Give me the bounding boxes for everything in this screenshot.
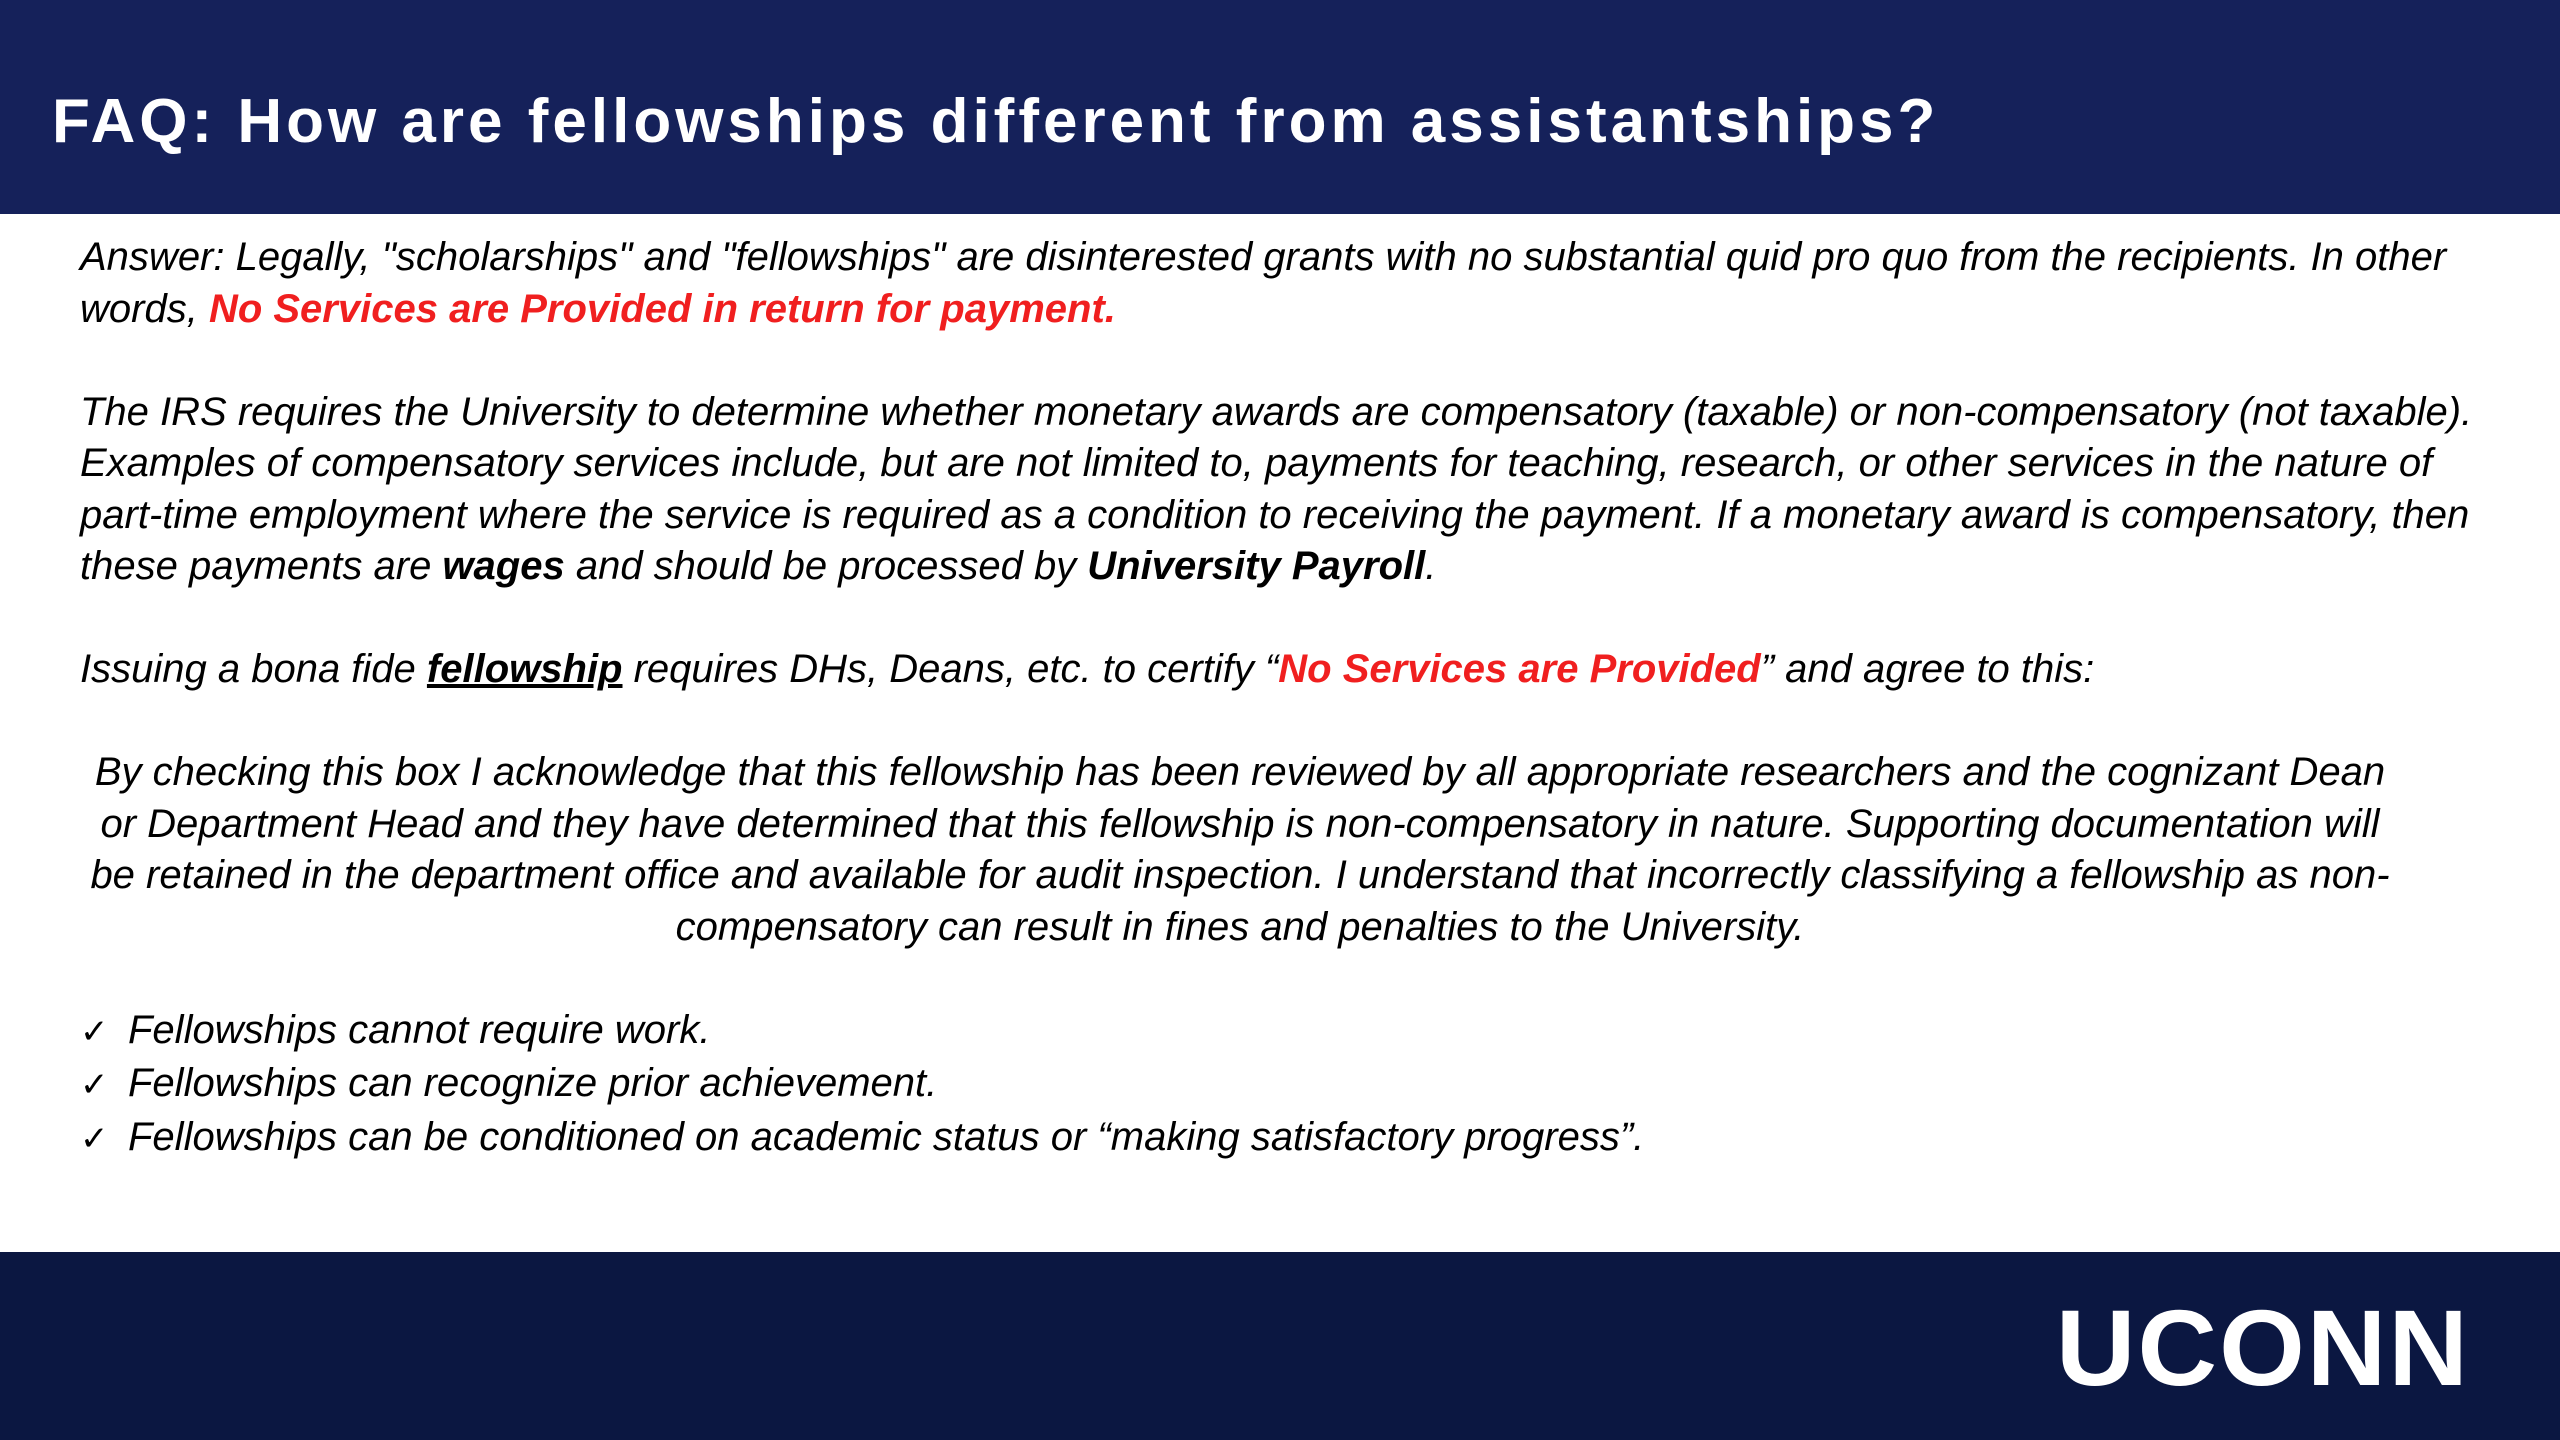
checklist-item-text: Fellowships can be conditioned on academic status or “making satisfactory progress”. (128, 1114, 1645, 1159)
irs-text: The IRS requires the University to determine whether monetary awards are compensatory (taxable) or non-compensatory (not taxable). Examples of compensatory services include, but are not limited to, payments for teaching, research, or other services in the nature of part-time employment where the service is required as a condition to receiving the payment. If a monetary award is compensatory, then these payments are (80, 389, 2473, 588)
issuing-end-text: ” and agree to this: (1760, 647, 2095, 691)
irs-mid-text: and should be processed by (564, 544, 1088, 588)
slide-title: FAQ: How are fellowships different from assistantships? (52, 87, 1940, 156)
uconn-logo: UCONN (2055, 1287, 2470, 1408)
checklist-item-text: Fellowships cannot require work. (128, 1007, 711, 1052)
payroll-emphasis: University Payroll (1087, 544, 1426, 588)
irs-end-text: . (1425, 544, 1437, 588)
checkmark-icon: ✓ (80, 1065, 109, 1105)
checkmark-icon: ✓ (80, 1118, 109, 1159)
checklist-item (80, 1112, 2500, 1166)
checklist-item (80, 1058, 2500, 1112)
answer-highlight: No Services are Provided in return for payment. (208, 286, 1116, 331)
fellowship-checklist (80, 1005, 2500, 1166)
wages-emphasis: wages (442, 544, 565, 588)
issuing-highlight: No Services are Provided (1278, 647, 1761, 691)
spacer (80, 696, 2500, 748)
title-banner (0, 0, 2560, 214)
spacer (80, 335, 2500, 387)
issuing-text: Issuing a bona fide (80, 647, 427, 691)
slide-body (80, 232, 2500, 1165)
checklist-item (80, 1005, 2500, 1059)
footer-bar (0, 1252, 2560, 1440)
checklist-item-text: Fellowships can recognize prior achievement. (128, 1061, 938, 1105)
certification-statement: By checking this box I acknowledge that this fellowship has been reviewed by all appropriate researchers and the cognizant Dean or Department Head and they have determined that this fellowship is non-compensatory in nature. Supporting documentation will be retained in the department office and available for audit inspection. I understand that incorrectly classifying a fellowship as non-compensatory can result in fines and penalties to the University. (90, 750, 2390, 949)
checkmark-icon: ✓ (80, 1011, 109, 1052)
spacer (80, 593, 2500, 645)
fellowship-emphasis: fellowship (426, 647, 623, 691)
answer-paragraph (80, 232, 2500, 335)
irs-paragraph (80, 387, 2500, 593)
spacer (80, 953, 2500, 1005)
answer-text: Answer: Legally, "scholarships" and "fellowships" are disinterested grants with no substantial quid pro quo from the recipients. In other words, (80, 235, 2447, 331)
issuing-paragraph (80, 644, 2500, 696)
issuing-mid-text: requires DHs, Deans, etc. to certify “ (622, 647, 1279, 691)
